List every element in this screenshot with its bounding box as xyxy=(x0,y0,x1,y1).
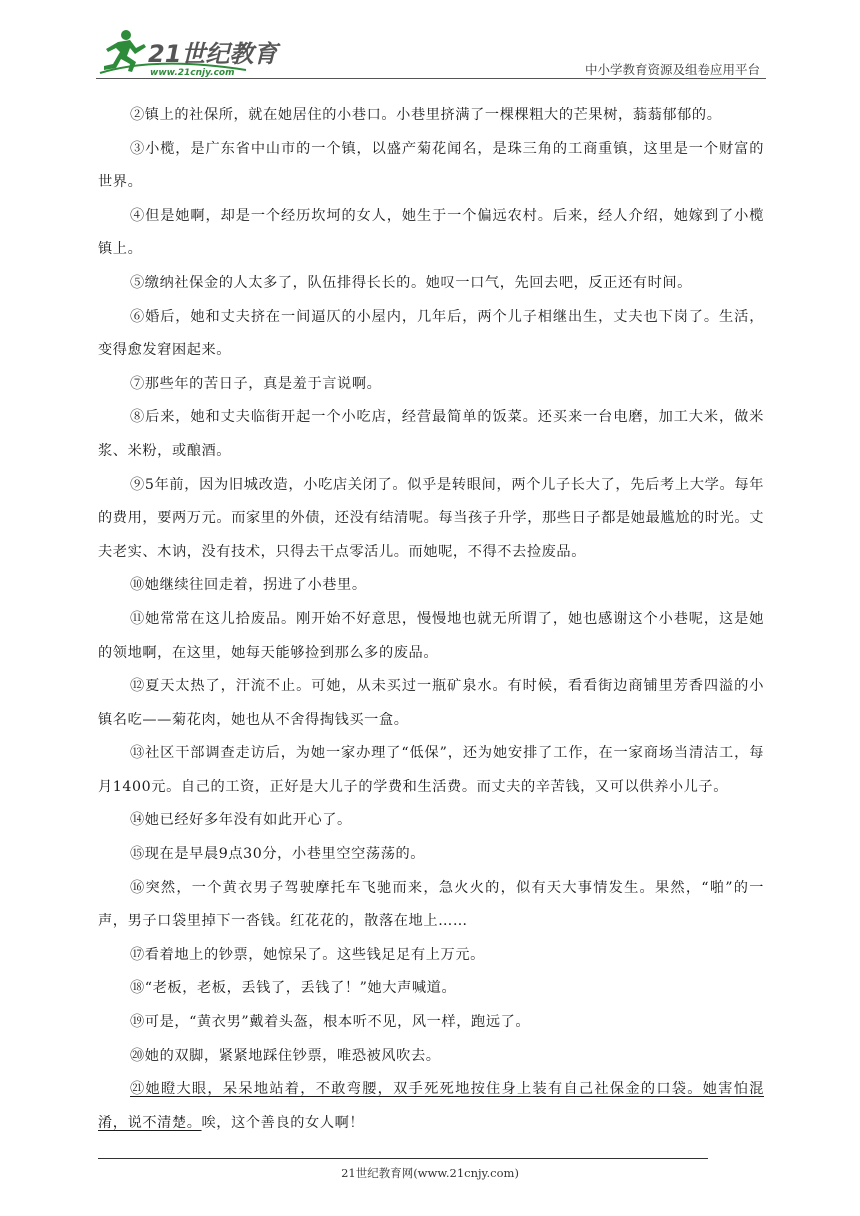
underlined-sentence: ㉑她瞪大眼，呆呆地站着，不敢弯腰，双手死死地按住身上装有自己社保金的口袋。她害怕混淆，说不清楚。 xyxy=(98,1081,764,1131)
paragraph-9: ⑨5年前，因为旧城改造，小吃店关闭了。似乎是转眼间，两个儿子长大了，先后考上大学。每年的费用，要两万元。而家里的外债，还没有结清呢。每当孩子升学，那些日子都是她最尴尬的时光。丈夫老实、木讷，没有技术，只得去干点零活儿。而她呢，不得不去捡废品。 xyxy=(98,476,764,560)
header-divider xyxy=(96,78,766,79)
paragraph-21 xyxy=(98,1073,764,1140)
article-body xyxy=(98,99,764,1140)
paragraph-3: ③小榄，是广东省中山市的一个镇，以盛产菊花闻名，是珠三角的工商重镇，这里是一个财富的世界。 xyxy=(98,140,764,191)
paragraph-12: ⑫夏天太热了，汗流不止。可她，从未买过一瓶矿泉水。有时候，看看街边商铺里芳香四溢的小镇名吃——菊花肉，她也从不舍得掏钱买一盒。 xyxy=(98,678,764,728)
site-logo xyxy=(96,26,286,78)
paragraph-19: ⑲可是，“黄衣男”戴着头盔，根本听不见，风一样，跑远了。 xyxy=(130,1014,531,1031)
footer-text: 21世纪教育网(www.21cnjy.com) xyxy=(341,1166,519,1180)
paragraph-4: ④但是她啊，却是一个经历坎坷的女人，她生于一个偏远农村。后来，经人介绍，她嫁到了小榄镇上。 xyxy=(98,207,764,258)
paragraph-8: ⑧后来，她和丈夫临街开起一个小吃店，经营最简单的饭菜。还买来一台电磨，加工大米，做米浆、米粉，或酿酒。 xyxy=(98,409,764,459)
logo-text: 21世纪教育 xyxy=(148,40,278,68)
page-header xyxy=(96,26,766,80)
paragraph-6: ⑥婚后，她和丈夫挤在一间逼仄的小屋内，几年后，两个儿子相继出生，丈夫也下岗了。生活，变得愈发窘困起来。 xyxy=(98,308,764,359)
logo-url: www.21cnjy.com xyxy=(150,68,235,78)
footer-divider xyxy=(98,1158,708,1159)
paragraph-14: ⑭她已经好多年没有如此开心了。 xyxy=(130,812,352,829)
paragraph-10: ⑩她继续往回走着，拐进了小巷里。 xyxy=(130,577,367,594)
paragraph-11: ⑪她常常在这儿拾废品。刚开始不好意思，慢慢地也就无所谓了，她也感谢这个小巷呢，这是她的领地啊，在这里，她每天能够捡到那么多的废品。 xyxy=(98,610,764,661)
paragraph-5: ⑤缴纳社保金的人太多了，队伍排得长长的。她叹一口气，先回去吧，反正还有时间。 xyxy=(130,274,692,291)
platform-title: 中小学教育资源及组卷应用平台 xyxy=(584,62,760,77)
paragraph-17: ⑰看着地上的钞票，她惊呆了。这些钱足足有上万元。 xyxy=(130,946,485,963)
paragraph-13: ⑬社区干部调查走访后，为她一家办理了“低保”，还为她安排了工作，在一家商场当清洁工，每月1400元。自己的工资，正好是大儿子的学费和生活费。而丈夫的辛苦钱，又可以供养小儿子。 xyxy=(98,745,764,795)
paragraph-2: ②镇上的社保所，就在她居住的小巷口。小巷里挤满了一棵棵粗大的芒果树，蓊蓊郁郁的。 xyxy=(130,107,722,123)
paragraph-15: ⑮现在是早晨9点30分，小巷里空空荡荡的。 xyxy=(130,846,426,863)
paragraph-7: ⑦那些年的苦日子，真是羞于言说啊。 xyxy=(130,375,382,392)
paragraph-18: ⑱“老板，老板，丢钱了，丢钱了！”她大声喊道。 xyxy=(130,980,457,997)
paragraph-20: ⑳她的双脚，紧紧地踩住钞票，唯恐被风吹去。 xyxy=(130,1047,441,1064)
closing-sentence: 唉，这个善良的女人啊！ xyxy=(201,1114,365,1131)
paragraph-16: ⑯突然，一个黄衣男子驾驶摩托车飞驰而来，急火火的，似有天大事情发生。果然，“啪”的一声，男子口袋里掉下一沓钱。红花花的，散落在地上…… xyxy=(98,879,764,930)
